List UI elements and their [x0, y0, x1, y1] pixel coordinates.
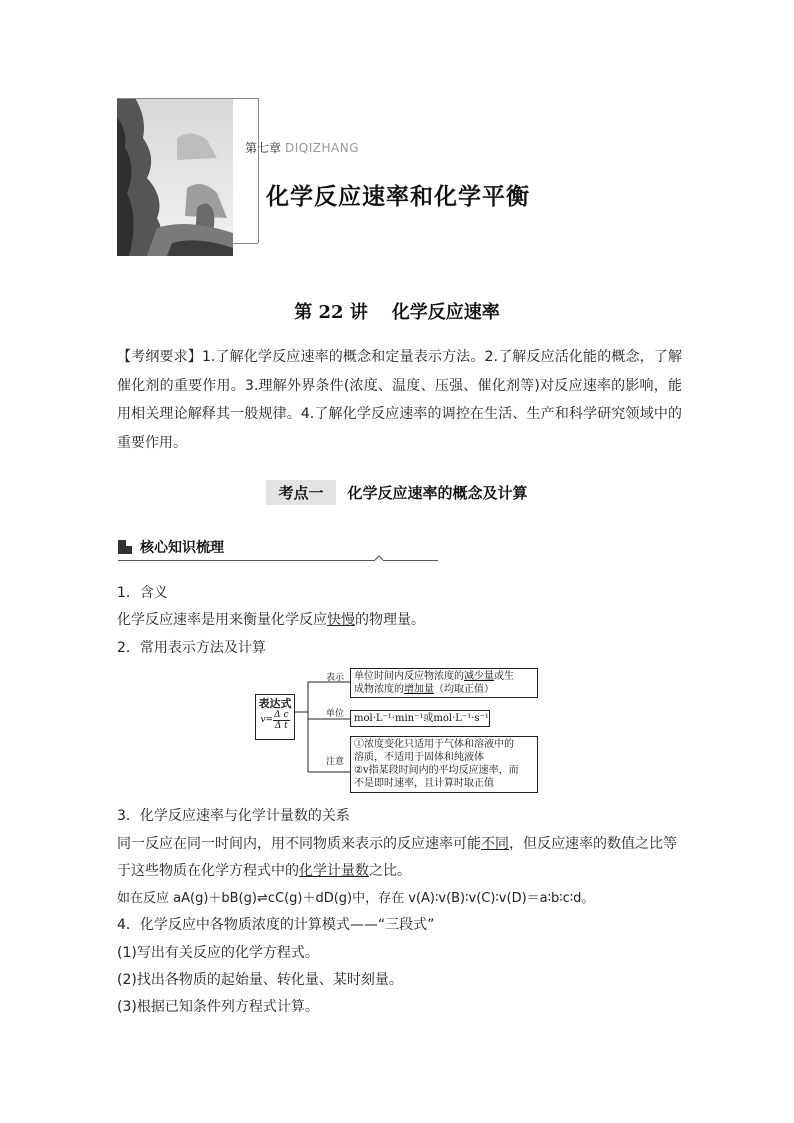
- header-frame-bottom: [233, 243, 258, 244]
- s3-line-2: [117, 860, 411, 880]
- lecture-heading: [0, 298, 794, 324]
- def-line2-pre: 成物浓度的: [354, 684, 404, 695]
- s3-line1-ul: 不同: [481, 836, 509, 852]
- expression-box: [255, 694, 295, 740]
- section-underline: [118, 560, 438, 561]
- label-note: 注意: [326, 757, 345, 767]
- notes-box: [350, 736, 538, 793]
- s1-heading: 1．含义: [117, 585, 168, 601]
- def-line1-post: 或生: [494, 671, 514, 682]
- rate-expression-diagram: [250, 664, 550, 796]
- exam-requirements: [117, 343, 682, 457]
- s3-line2-post: 之比。: [369, 863, 411, 879]
- s4-step-1: (1)写出有关反应的化学方程式。: [117, 945, 319, 961]
- lecture-title: 化学反应速率: [391, 302, 500, 323]
- section-square-icon-cut: [126, 540, 132, 546]
- header-frame-top: [117, 98, 258, 99]
- chapter-landscape-image: [117, 98, 233, 256]
- s4-step-3: (3)根据已知条件列方程式计算。: [117, 999, 319, 1015]
- expression-denominator: Δ t: [274, 721, 288, 731]
- requirements-text: 1.了解化学反应速率的概念和定量表示方法。2.了解反应活化能的概念，了解催化剂的重要作用。3.理解外界条件(浓度、温度、压强、催化剂等)对反应速率的影响，能用相关理论解释其一般规律。4.了解化学反应速率的调控在生活、生产和科学研究领域中的重要作用。: [117, 349, 682, 451]
- s3-line2-ul: 化学计量数: [299, 863, 369, 879]
- s4-step-2: (2)找出各物质的起始量、转化量、某时刻量。: [117, 972, 403, 988]
- section-title: 核心知识梳理: [140, 540, 224, 556]
- label-unit: 单位: [326, 709, 345, 719]
- definition-line-2: [354, 683, 534, 696]
- note-line-4: 不是即时速率，且计算时取正值: [354, 778, 494, 789]
- note-line-2: 溶质，不适用于固体和纯液体: [354, 752, 484, 763]
- point-label: 考点一: [266, 480, 335, 505]
- s1-text: [117, 609, 425, 629]
- expression-fraction: [273, 710, 289, 731]
- chapter-label: [245, 139, 359, 156]
- header-frame-right: [258, 98, 259, 243]
- chapter-en: DIQIZHANG: [285, 141, 360, 155]
- def-line2-post: （均取正值）: [434, 684, 494, 695]
- s4-heading: 4．化学反应中各物质浓度的计算模式——“三段式”: [117, 917, 435, 933]
- expression-v: v=: [260, 715, 274, 725]
- chapter-title: 化学反应速率和化学平衡: [266, 184, 530, 210]
- point-title: 化学反应速率的概念及计算: [347, 484, 528, 502]
- exam-point-heading: [0, 480, 794, 505]
- definition-box: [350, 668, 538, 698]
- def-line1-ul: 减少量: [464, 671, 494, 682]
- s3-line-1: [117, 833, 677, 853]
- def-line1-pre: 单位时间内反应物浓度的: [354, 671, 464, 682]
- s3-heading: 3．化学反应速率与化学计量数的关系: [117, 808, 350, 824]
- s3-line1-post: ，但反应速率的数值之比等: [509, 836, 677, 852]
- s3-line2-pre: 于这些物质在化学方程式中的: [117, 863, 299, 879]
- requirements-tag: 【考纲要求】: [117, 349, 202, 365]
- s3-line-3: 如在反应 aA(g)＋bB(g)⇌cC(g)＋dD(g)中，存在 v(A)∶v(B)∶v(C)∶v(D)＝a∶b∶c∶d。: [117, 891, 595, 906]
- label-show: 表示: [326, 673, 345, 683]
- chapter-cn: 第七章: [245, 141, 282, 155]
- def-line2-ul: 增加量: [404, 684, 434, 695]
- unit-box: mol·L⁻¹·min⁻¹或mol·L⁻¹·s⁻¹: [350, 710, 490, 727]
- expression-formula: [257, 710, 293, 731]
- lecture-number: 第 22 讲: [294, 302, 368, 323]
- definition-line-1: [354, 670, 534, 683]
- s3-line1-pre: 同一反应在同一时间内，用不同物质来表示的反应速率可能: [117, 836, 481, 852]
- expression-title: 表达式: [258, 697, 292, 710]
- s1-post: 的物理量。: [355, 612, 425, 628]
- note-line-3: ②v指某段时间内的平均反应速率，而: [354, 765, 519, 776]
- section-underline-notch: [375, 555, 383, 561]
- s2-heading: 2．常用表示方法及计算: [117, 640, 266, 656]
- expression-numerator: Δ c: [274, 710, 289, 720]
- note-line-1: ①浓度变化只适用于气体和溶液中的: [354, 739, 514, 750]
- s1-underlined: 快慢: [327, 612, 355, 628]
- s1-pre: 化学反应速率是用来衡量化学反应: [117, 612, 327, 628]
